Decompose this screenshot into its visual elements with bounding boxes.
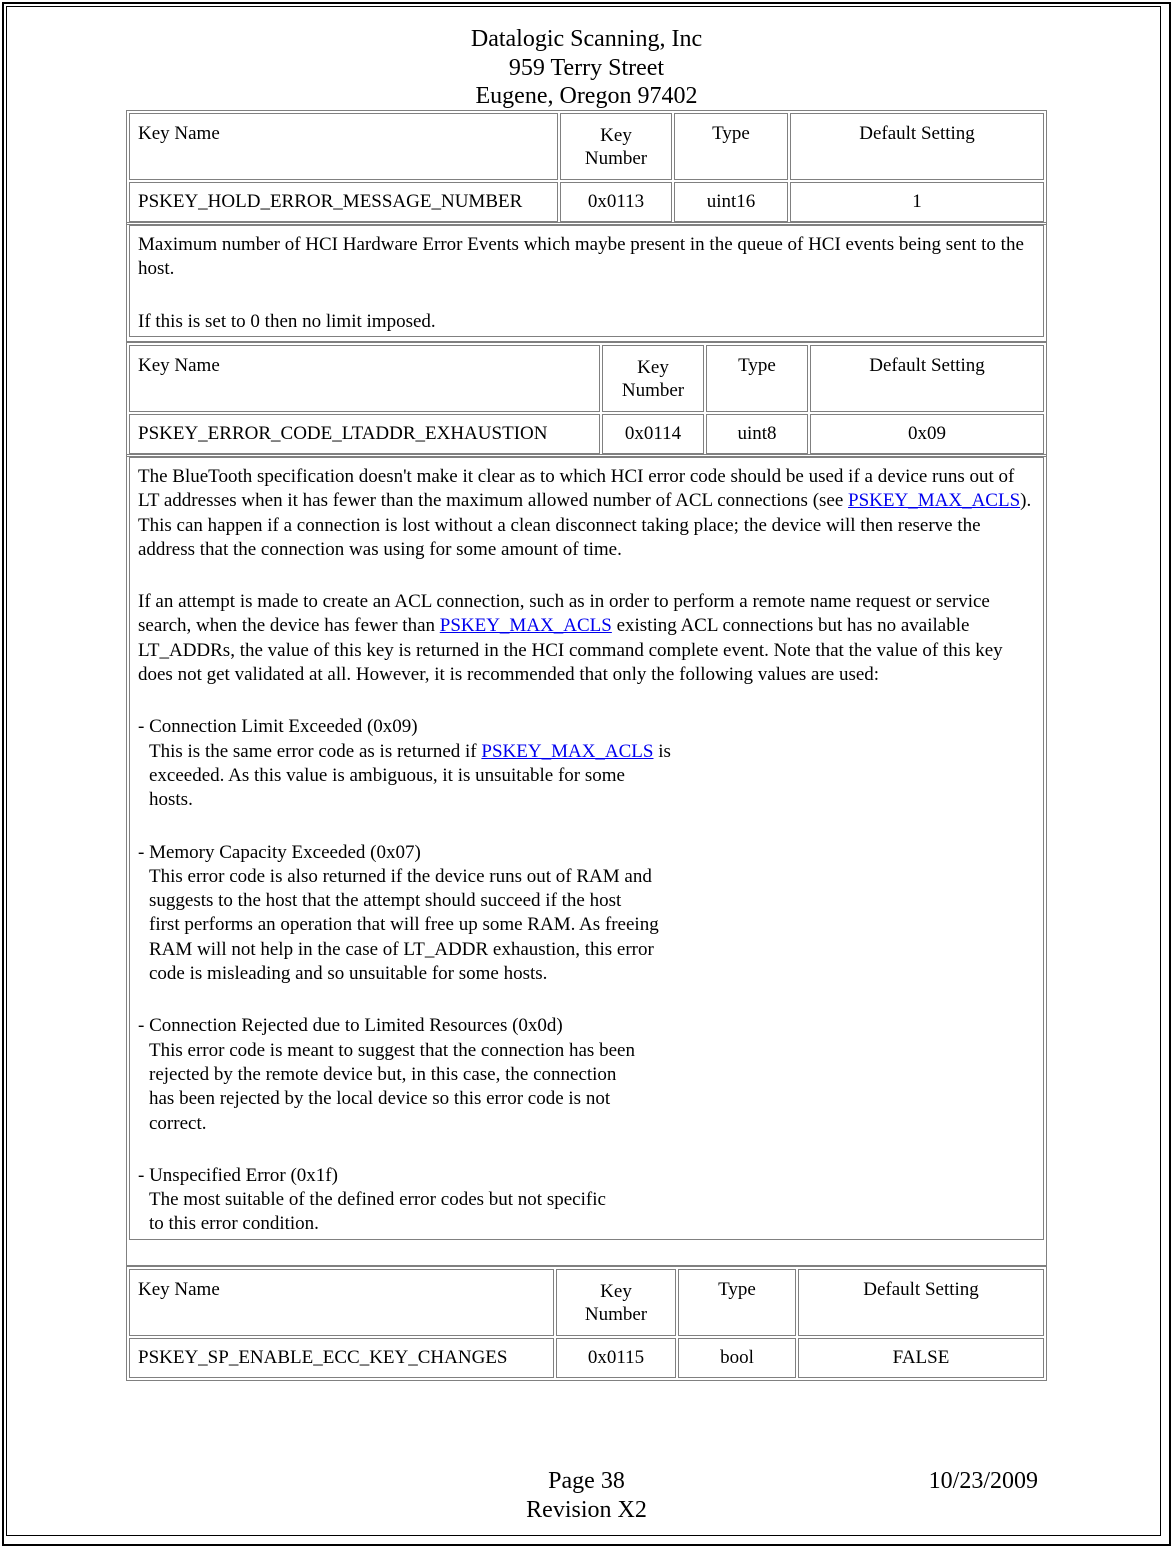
col-key-number-line2: Number — [584, 148, 648, 169]
key-default-cell: FALSE — [798, 1338, 1044, 1378]
table-header-row — [129, 113, 1044, 180]
col-key-number-line1: Key — [637, 357, 669, 378]
error-code-title: - Unspecified Error (0x1f) — [138, 1164, 338, 1186]
error-code-title: - Connection Limit Exceeded (0x09) — [138, 716, 418, 738]
col-key-number-line2: Number — [584, 1304, 648, 1325]
key-number-cell: 0x0113 — [560, 182, 672, 222]
key-number-cell: 0x0115 — [556, 1338, 676, 1378]
col-type: Type — [674, 113, 788, 180]
col-type: Type — [706, 345, 808, 412]
description-paragraph: The BlueTooth specification doesn't make it clear as to which HCI error code should be used if a device runs out of LT addresses when it has fewer than the maximum allowed number of ACL connections (see PSKEY_MAX_ACLS). This can happen if a connection is lost without a clean disconnect taking place; the device will then reserve the address that the connection was using for some amount of time. — [138, 466, 1032, 560]
key-name-cell: PSKEY_SP_ENABLE_ECC_KEY_CHANGES — [129, 1338, 554, 1378]
key-type-cell: uint16 — [674, 182, 788, 222]
company-city: Eugene, Oregon 97402 — [475, 83, 698, 109]
col-key-name: Key Name — [129, 1269, 554, 1336]
key-table-ecc-key-changes — [126, 1266, 1047, 1381]
col-key-number — [560, 113, 672, 180]
error-code-item: - Connection Rejected due to Limited Resources (0x0d) This error code is meant to suggest that the connection has been rejected by the remote device but, in this case, the connection has been rejected by the local device so this error code is not correct. — [138, 1015, 635, 1134]
pskey-max-acls-link[interactable]: PSKEY_MAX_ACLS — [848, 490, 1021, 512]
col-type: Type — [678, 1269, 796, 1336]
description-paragraph: If this is set to 0 then no limit imposed. — [138, 310, 436, 332]
error-code-item: - Unspecified Error (0x1f) The most suitable of the defined error codes but not specific to this error condition. — [138, 1164, 606, 1235]
error-code-item: - Connection Limit Exceeded (0x09) This is the same error code as is returned if PSKEY_MAX_ACLS is exceeded. As this value is ambiguous, it is unsuitable for some hosts. — [138, 716, 671, 811]
table-row — [129, 414, 1044, 454]
col-default-setting: Default Setting — [810, 345, 1044, 412]
company-street: 959 Terry Street — [508, 54, 665, 81]
key-type-cell: bool — [678, 1338, 796, 1378]
key-number-cell: 0x0114 — [602, 414, 704, 454]
key-table-ltaddr-exhaustion — [126, 342, 1047, 457]
col-key-number-line1: Key — [600, 1281, 632, 1302]
col-key-number — [602, 345, 704, 412]
description-paragraph: Maximum number of HCI Hardware Error Events which maybe present in the queue of HCI events being sent to the host. — [138, 234, 1024, 280]
key-type-cell: uint8 — [706, 414, 808, 454]
revision: Revision X2 — [526, 1496, 647, 1523]
key-table-hold-error — [126, 110, 1047, 225]
table-row — [129, 1338, 1044, 1378]
key-default-cell: 1 — [790, 182, 1044, 222]
error-code-title: - Memory Capacity Exceeded (0x07) — [138, 841, 421, 863]
key-default-cell: 0x09 — [810, 414, 1044, 454]
key-name-cell: PSKEY_HOLD_ERROR_MESSAGE_NUMBER — [129, 182, 558, 222]
col-key-number — [556, 1269, 676, 1336]
col-key-number-line1: Key — [600, 125, 632, 146]
key-description-ltaddr-exhaustion — [126, 454, 1047, 1266]
key-name-cell: PSKEY_ERROR_CODE_LTADDR_EXHAUSTION — [129, 414, 600, 454]
description-paragraph: If an attempt is made to create an ACL connection, such as in order to perform a remote name request or service search, when the device has fewer than PSKEY_MAX_ACLS existing ACL connections but has no available LT_ADDRs, the value of this key is returned in the HCI command complete event. Note that the value of this key does not get validated at all. However, it is recommended that only the following values are used: — [138, 591, 1003, 686]
page-number: Page 38 — [548, 1468, 625, 1494]
table-header-row — [129, 345, 1044, 412]
col-default-setting: Default Setting — [790, 113, 1044, 180]
pskey-max-acls-link[interactable]: PSKEY_MAX_ACLS — [439, 615, 612, 637]
table-header-row — [129, 1269, 1044, 1336]
col-key-name: Key Name — [129, 113, 558, 180]
error-code-item: - Memory Capacity Exceeded (0x07) This error code is also returned if the device runs out of RAM and suggests to the host that the attempt should succeed if the host first performs an operation that will free up some RAM. As freeing RAM will not help in the case of LT_ADDR exhaustion, this error code is misleading and so unsuitable for some hosts. — [138, 841, 659, 985]
footer-date: 10/23/2009 — [928, 1468, 1038, 1494]
company-header — [0, 25, 1173, 111]
pskey-max-acls-link[interactable]: PSKEY_MAX_ACLS — [481, 740, 654, 762]
col-key-name: Key Name — [129, 345, 600, 412]
company-name: Datalogic Scanning, Inc — [470, 26, 703, 52]
col-key-number-line2: Number — [621, 380, 685, 401]
key-description-hold-error — [126, 222, 1047, 342]
table-row — [129, 182, 1044, 222]
error-code-title: - Connection Rejected due to Limited Resources (0x0d) — [138, 1015, 563, 1037]
col-default-setting: Default Setting — [798, 1269, 1044, 1336]
